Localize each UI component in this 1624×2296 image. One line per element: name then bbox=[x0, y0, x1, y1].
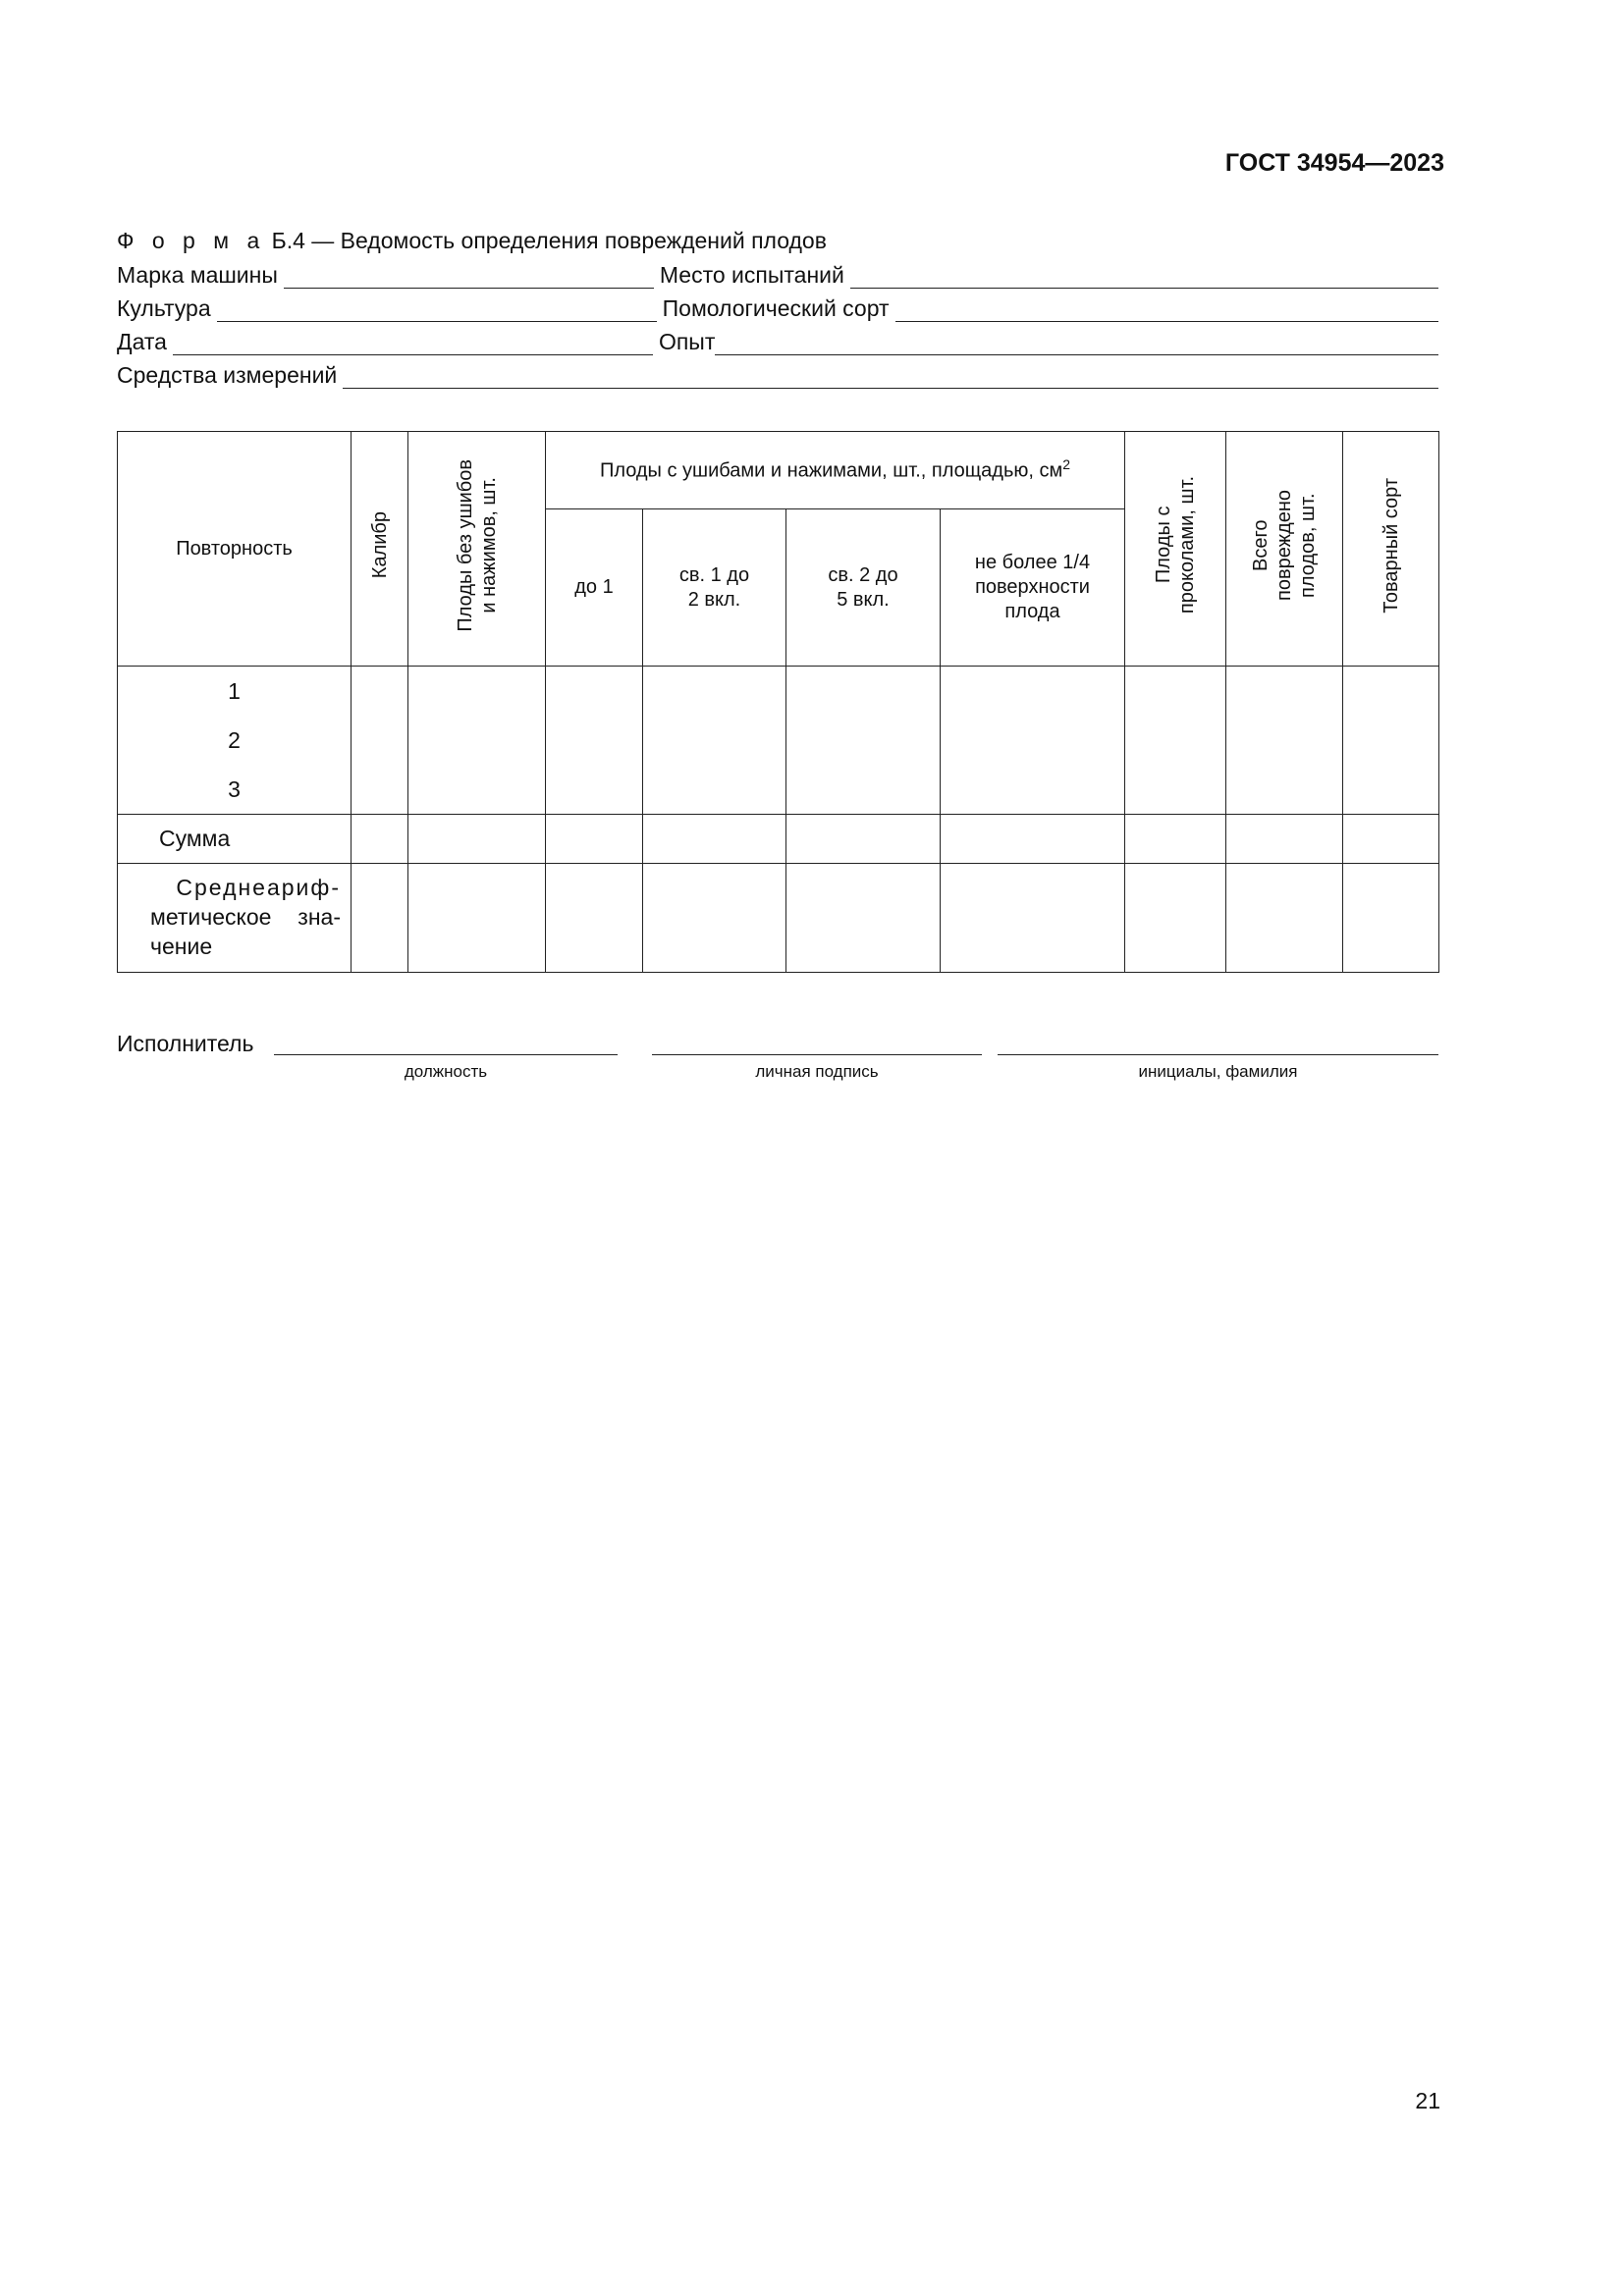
culture-field[interactable] bbox=[217, 299, 657, 322]
header-caliber: Калибр bbox=[352, 432, 408, 667]
header-sub-3: св. 2 до 5 вкл. bbox=[786, 509, 941, 667]
average-label: Среднеариф- метическое зна- чение bbox=[118, 864, 352, 973]
header-sub-4: не более 1/4 поверхности плода bbox=[941, 509, 1125, 667]
table-cell[interactable] bbox=[786, 864, 941, 973]
field-row-culture bbox=[117, 294, 1438, 322]
table-cell[interactable] bbox=[352, 815, 408, 864]
machine-brand-label: Марка машины bbox=[117, 262, 278, 288]
table-cell[interactable] bbox=[1343, 815, 1439, 864]
table-cell[interactable] bbox=[941, 815, 1125, 864]
table-cell[interactable] bbox=[1226, 864, 1343, 973]
table-cell[interactable] bbox=[1226, 667, 1343, 815]
table-cell[interactable] bbox=[546, 864, 643, 973]
sum-label: Сумма bbox=[118, 815, 352, 864]
experiment-field[interactable] bbox=[715, 333, 1438, 355]
header-commercial-grade: Товарный сорт bbox=[1343, 432, 1439, 667]
table-cell[interactable] bbox=[1343, 667, 1439, 815]
position-caption: должность bbox=[404, 1062, 488, 1081]
form-title-text: Б.4 — Ведомость определения повреждений плодов bbox=[271, 228, 827, 253]
header-repetition: Повторность bbox=[118, 432, 352, 667]
damage-table bbox=[117, 431, 1439, 973]
header-total-damaged: Всего повреждено плодов, шт. bbox=[1226, 432, 1343, 667]
test-place-label: Место испытаний bbox=[659, 262, 844, 288]
header-punctured: Плоды с проколами, шт. bbox=[1125, 432, 1226, 667]
row-label-2: 2 bbox=[228, 727, 241, 753]
field-row-date bbox=[117, 328, 1438, 355]
table-cell[interactable] bbox=[352, 667, 408, 815]
table-cell[interactable] bbox=[1125, 667, 1226, 815]
table-cell[interactable] bbox=[786, 815, 941, 864]
experiment-label: Опыт bbox=[658, 329, 716, 354]
position-field[interactable] bbox=[274, 1054, 618, 1055]
executor-label: Исполнитель bbox=[117, 1031, 254, 1056]
table-cell[interactable] bbox=[941, 864, 1125, 973]
header-sub-2: св. 1 до 2 вкл. bbox=[643, 509, 786, 667]
table-row-repetitions bbox=[118, 667, 1439, 815]
row-label-1: 1 bbox=[228, 678, 241, 704]
date-label: Дата bbox=[117, 329, 167, 354]
header-sub-1: до 1 bbox=[546, 509, 643, 667]
signature-caption: личная подпись bbox=[755, 1062, 879, 1081]
form-title bbox=[117, 228, 827, 254]
measuring-tools-field[interactable] bbox=[343, 366, 1438, 389]
signature-block bbox=[117, 1031, 1438, 1090]
form-title-prefix: Ф о р м а bbox=[117, 228, 266, 253]
table-row-average bbox=[118, 864, 1439, 973]
field-row-machine bbox=[117, 261, 1438, 289]
signature-field[interactable] bbox=[652, 1054, 982, 1055]
date-field[interactable] bbox=[173, 333, 653, 355]
document-code: ГОСТ 34954—2023 bbox=[1224, 149, 1444, 177]
table-cell[interactable] bbox=[643, 815, 786, 864]
table-cell[interactable] bbox=[408, 667, 546, 815]
pomological-variety-label: Помологический сорт bbox=[662, 295, 890, 321]
table-cell[interactable] bbox=[546, 667, 643, 815]
table-cell[interactable] bbox=[941, 667, 1125, 815]
machine-brand-field[interactable] bbox=[284, 266, 654, 289]
table-row-sum bbox=[118, 815, 1439, 864]
table-cell[interactable] bbox=[643, 667, 786, 815]
row-label-3: 3 bbox=[228, 776, 241, 802]
table-cell[interactable] bbox=[546, 815, 643, 864]
name-caption: инициалы, фамилия bbox=[1138, 1062, 1298, 1081]
table-cell[interactable] bbox=[1343, 864, 1439, 973]
field-row-tools bbox=[117, 361, 1438, 389]
name-field[interactable] bbox=[998, 1054, 1438, 1055]
table-cell[interactable] bbox=[1125, 864, 1226, 973]
table-cell[interactable] bbox=[786, 667, 941, 815]
test-place-field[interactable] bbox=[850, 266, 1438, 289]
page-number: 21 bbox=[1415, 2088, 1440, 2113]
table-cell[interactable] bbox=[643, 864, 786, 973]
header-bruised-group: Плоды с ушибами и нажимами, шт., площадью, $см^2$ bbox=[546, 432, 1125, 509]
culture-label: Культура bbox=[117, 295, 211, 321]
table-cell[interactable] bbox=[408, 815, 546, 864]
table-cell[interactable] bbox=[408, 864, 546, 973]
repetition-labels bbox=[118, 667, 352, 815]
header-no-bruises: Плоды без ушибов и нажимов, шт. bbox=[408, 432, 546, 667]
pomological-variety-field[interactable] bbox=[895, 299, 1438, 322]
table-cell[interactable] bbox=[1125, 815, 1226, 864]
header-row-1 bbox=[118, 432, 1439, 509]
table-cell[interactable] bbox=[352, 864, 408, 973]
measuring-tools-label: Средства измерений bbox=[117, 362, 338, 388]
table-cell[interactable] bbox=[1226, 815, 1343, 864]
